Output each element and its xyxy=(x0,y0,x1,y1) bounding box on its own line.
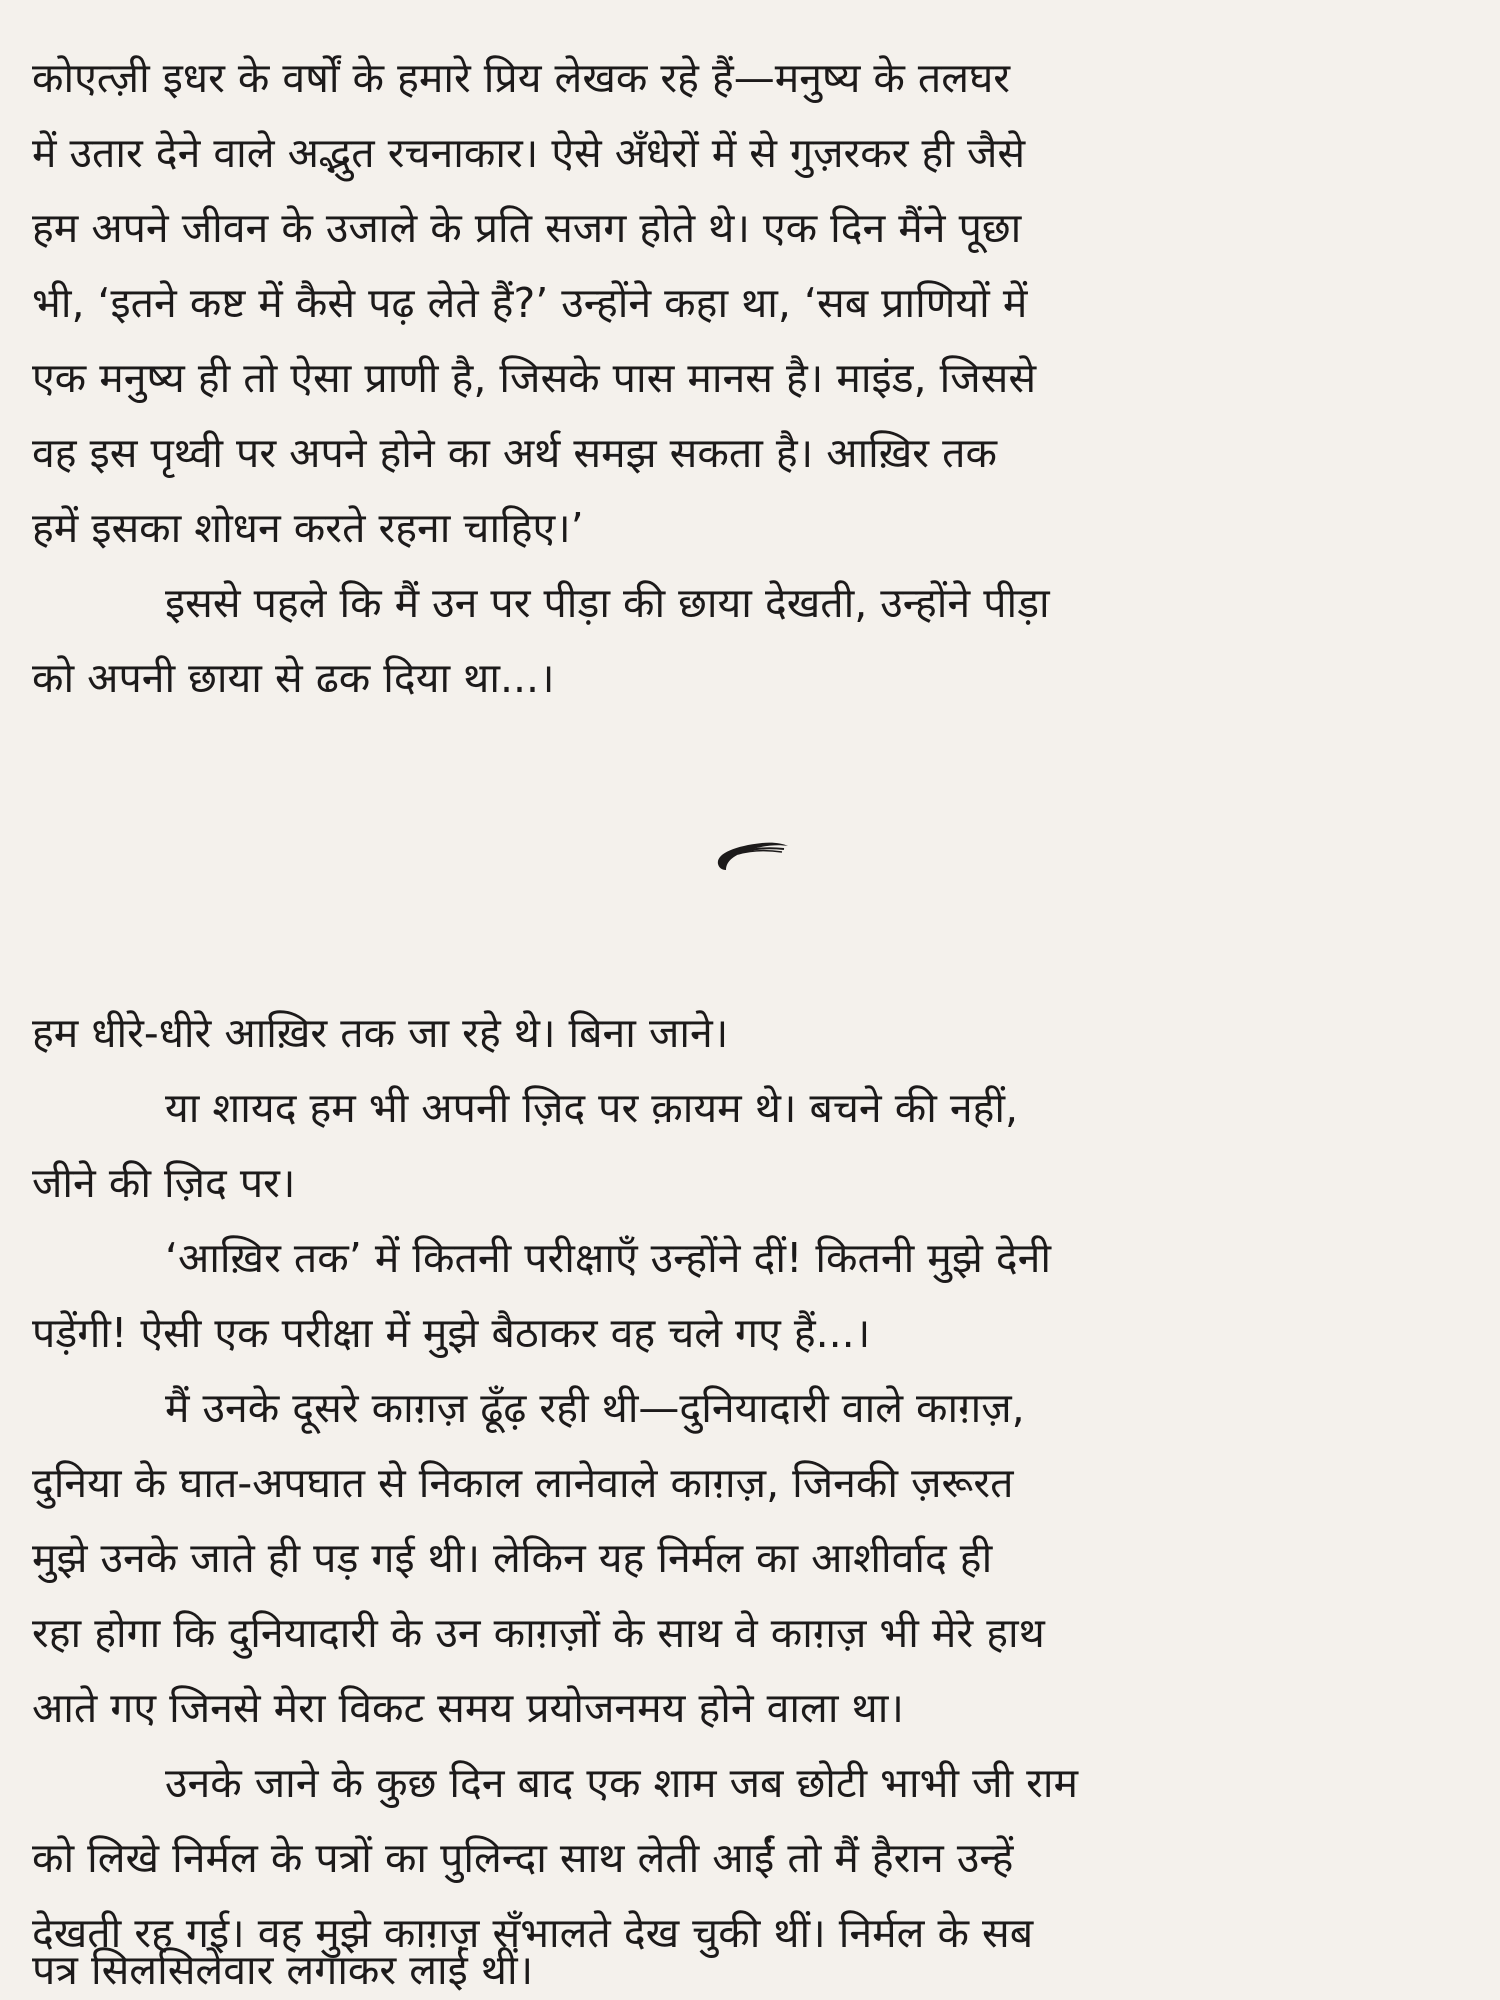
text-line: इससे पहले कि मैं उन पर पीड़ा की छाया देखती, उन्होंने पीड़ा xyxy=(165,579,1050,627)
text-line: हमें इसका शोधन करते रहना चाहिए।’ xyxy=(32,504,584,552)
text-line: भी, ‘इतने कष्ट में कैसे पढ़ लेते हैं?’ उन्होंने कहा था, ‘सब प्राणियों में xyxy=(32,279,1028,327)
text-line: एक मनुष्य ही तो ऐसा प्राणी है, जिसके पास मानस है। माइंड, जिससे xyxy=(32,354,1037,402)
text-line: को अपनी छाया से ढक दिया था...। xyxy=(32,654,555,702)
text-line: ‘आख़िर तक’ में कितनी परीक्षाएँ उन्होंने दीं! कितनी मुझे देनी xyxy=(165,1234,1051,1282)
flourish-ornament-icon xyxy=(712,830,790,880)
text-line: रहा होगा कि दुनियादारी के उन काग़ज़ों के साथ वे काग़ज़ भी मेरे हाथ xyxy=(32,1609,1045,1657)
text-line: आते गए जिनसे मेरा विकट समय प्रयोजनमय होने वाला था। xyxy=(32,1684,904,1732)
text-line: उनके जाने के कुछ दिन बाद एक शाम जब छोटी भाभी जी राम xyxy=(165,1759,1079,1807)
text-line: पड़ेंगी! ऐसी एक परीक्षा में मुझे बैठाकर वह चले गए हैं...। xyxy=(32,1309,871,1357)
text-line: हम अपने जीवन के उजाले के प्रति सजग होते थे। एक दिन मैंने पूछा xyxy=(32,204,1022,252)
text-line: कोएत्ज़ी इधर के वर्षों के हमारे प्रिय लेखक रहे हैं—मनुष्य के तलघर xyxy=(32,54,1011,102)
text-line: देखती रह गई। वह मुझे काग़ज़ सँभालते देख चुकी थीं। निर्मल के सब xyxy=(32,1909,1034,1957)
text-line: पत्र सिलसिलेवार लगाकर लाई थीं। xyxy=(32,1946,534,1994)
text-line: में उतार देने वाले अद्भुत रचनाकार। ऐसे अँधेरों में से गुज़रकर ही जैसे xyxy=(32,129,1026,177)
text-line: वह इस पृथ्वी पर अपने होने का अर्थ समझ सकता है। आख़िर तक xyxy=(32,429,997,477)
text-line: या शायद हम भी अपनी ज़िद पर क़ायम थे। बचने की नहीं, xyxy=(165,1084,1019,1132)
text-line: दुनिया के घात-अपघात से निकाल लानेवाले काग़ज़, जिनकी ज़रूरत xyxy=(32,1459,1014,1507)
text-line: मुझे उनके जाते ही पड़ गई थी। लेकिन यह निर्मल का आशीर्वाद ही xyxy=(32,1534,993,1582)
text-line: हम धीरे-धीरे आख़िर तक जा रहे थे। बिना जाने। xyxy=(32,1009,729,1057)
text-line: मैं उनके दूसरे काग़ज़ ढूँढ़ रही थी—दुनियादारी वाले काग़ज़, xyxy=(165,1384,1025,1432)
text-line: जीने की ज़िद पर। xyxy=(32,1159,296,1207)
text-line: को लिखे निर्मल के पत्रों का पुलिन्दा साथ लेती आईं तो मैं हैरान उन्हें xyxy=(32,1834,1014,1882)
